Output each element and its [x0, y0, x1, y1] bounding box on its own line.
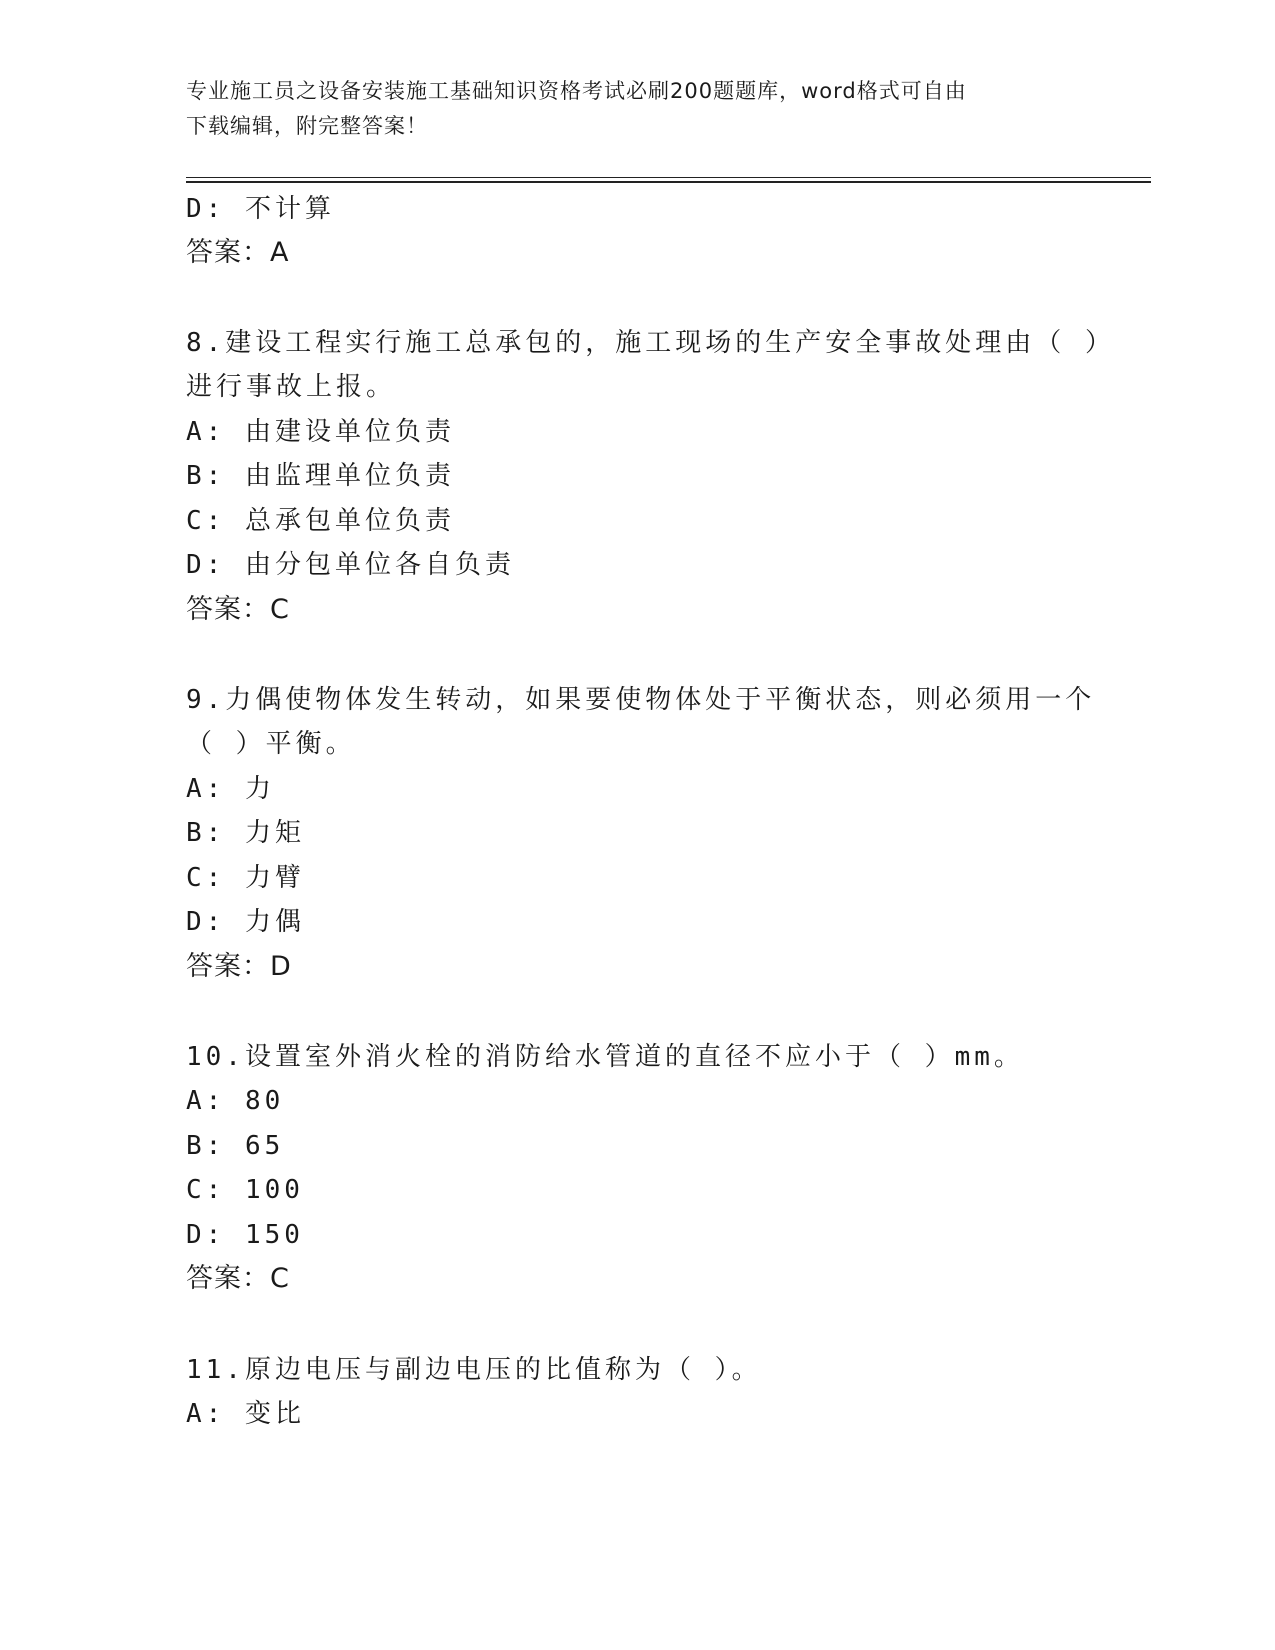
option-a-q8: A: 由建设单位负责 [186, 417, 455, 447]
option-d-q9: D: 力偶 [186, 907, 305, 937]
question-9-line-2: （ ）平衡。 [186, 729, 356, 759]
answer-q7: 答案：A [186, 237, 290, 268]
header-title-line-1: 专业施工员之设备安装施工基础知识资格考试必刷200题题库，word格式可自由 [186, 79, 967, 103]
option-b-q8: B: 由监理单位负责 [186, 461, 455, 491]
option-d-q10: D: 150 [186, 1220, 304, 1250]
header-title-line-2: 下载编辑，附完整答案！ [186, 114, 428, 138]
option-b-q9: B: 力矩 [186, 818, 305, 848]
header-divider-thick [186, 181, 1151, 183]
question-8-line-2: 进行事故上报。 [186, 372, 397, 402]
question-11: 11.原边电压与副边电压的比值称为（ ）。 [186, 1355, 762, 1385]
answer-q8: 答案：C [186, 594, 290, 625]
option-b-q10: B: 65 [186, 1131, 285, 1161]
question-10: 10.设置室外消火栓的消防给水管道的直径不应小于（ ）mm。 [186, 1042, 1024, 1072]
answer-q10: 答案：C [186, 1263, 290, 1294]
header-divider-thin [186, 177, 1151, 178]
option-c-q9: C: 力臂 [186, 863, 305, 893]
document-header [186, 74, 1066, 144]
answer-q9: 答案：D [186, 951, 292, 982]
option-d-q7: D: 不计算 [186, 194, 335, 224]
option-c-q10: C: 100 [186, 1175, 304, 1205]
option-a-q11: A: 变比 [186, 1399, 305, 1429]
option-a-q9: A: 力 [186, 774, 275, 804]
option-d-q8: D: 由分包单位各自负责 [186, 550, 515, 580]
question-8-line-1: 8.建设工程实行施工总承包的，施工现场的生产安全事故处理由（ ） [186, 328, 1115, 358]
option-a-q10: A: 80 [186, 1086, 285, 1116]
option-c-q8: C: 总承包单位负责 [186, 506, 455, 536]
question-9-line-1: 9.力偶使物体发生转动，如果要使物体处于平衡状态，则必须用一个 [186, 685, 1096, 715]
